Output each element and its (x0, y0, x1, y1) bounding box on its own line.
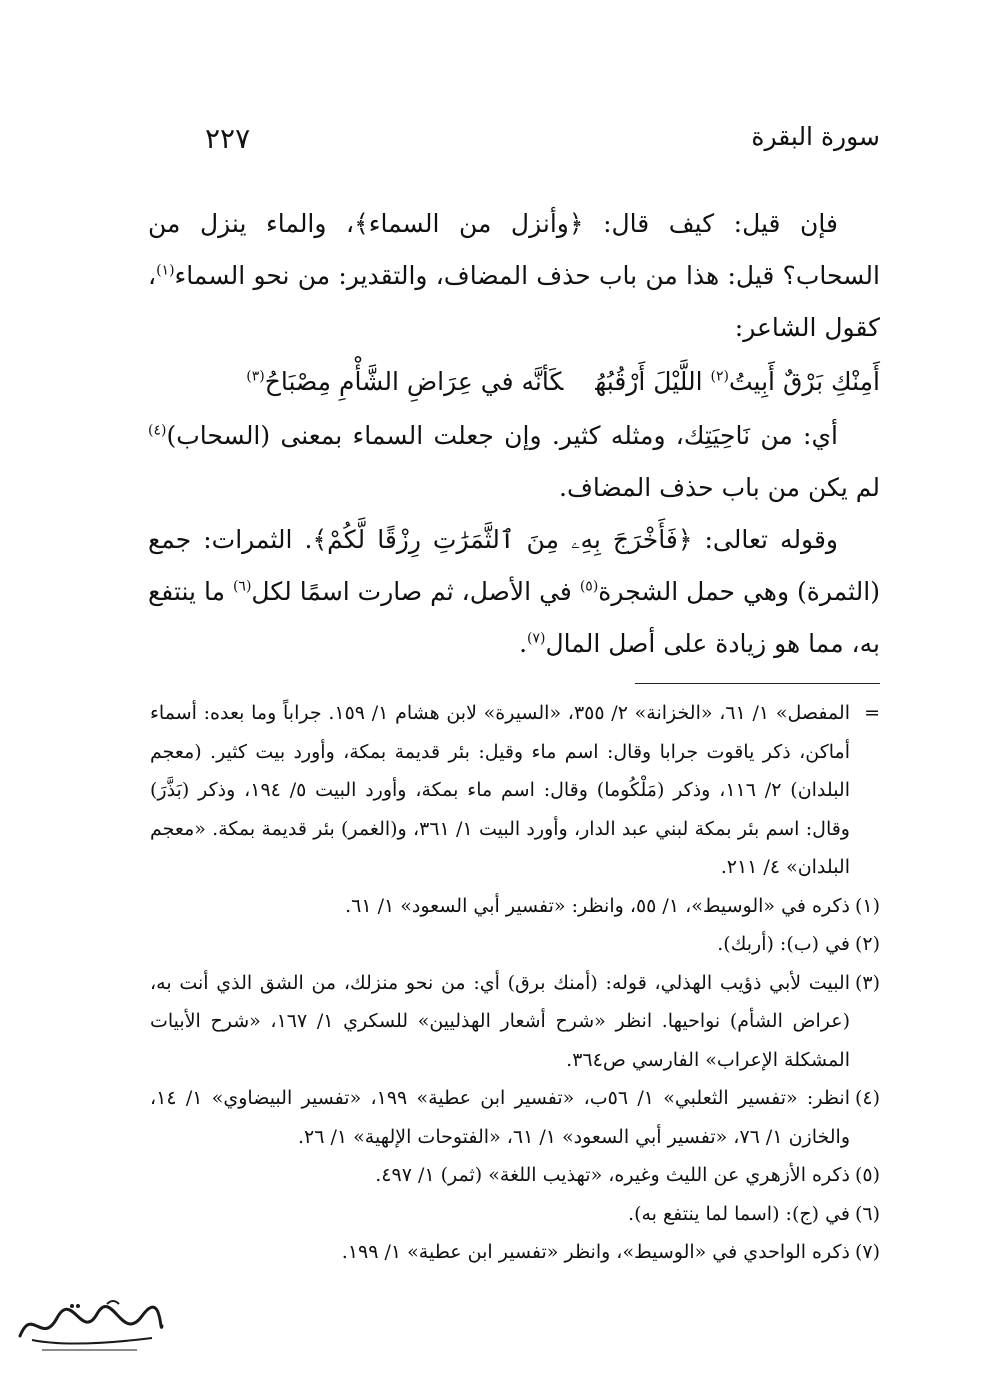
paragraph-1-tail: ، كقول الشاعر: (148, 261, 880, 342)
page-header (150, 122, 880, 162)
paragraph-3-tail: ما ينتفع به، مما هو زيادة على أصل المال (148, 577, 880, 658)
verse-first-b: اللَّيْلَ أَرْقُبُهُ (595, 367, 711, 396)
footnote-text: ذكره الأزهري عن الليث وغيره، «تهذيب اللغة» (ثمر) ١/ ٤٩٧. (375, 1164, 850, 1186)
footnote-text: ذكره الواحدي في «الوسيط»، وانظر «تفسير ابن عطية» ١/ ١٩٩. (341, 1241, 850, 1263)
footnote-divider (635, 683, 880, 684)
verse-second-text: كَأنَّه في عِرَاضِ الشَّأْمِ مِصْبَاحُ (264, 367, 564, 396)
footnote-6 (150, 1195, 880, 1234)
paragraph-3-mid: في الأصل، ثم صارت اسمًا لكل (251, 577, 580, 606)
main-text (148, 198, 880, 670)
footnote-text: في (ب): (أربك). (717, 933, 850, 955)
running-title: سورة البقرة (751, 122, 880, 151)
paragraph-3-text: وقوله تعالى: ﴿فَأَخْرَجَ بِهِۦ مِنَ ٱلثَّمَرَٰتِ رِزْقًا لَّكُمْ﴾. الثمرات: جمع (الثمرة) وهي حمل الشجرة (148, 525, 880, 606)
footnote-text: ذكره في «الوسيط»، ١/ ٥٥، وانظر: «تفسير أبي السعود» ١/ ٦١. (345, 894, 850, 917)
footnote-ref[interactable]: (٣) (246, 368, 265, 385)
footnote-2 (150, 925, 880, 964)
footnote-ref[interactable]: (٢) (710, 368, 729, 385)
footnote-5 (150, 1156, 880, 1195)
paragraph-1-text: فإن قيل: كيف قال: ﴿وأنزل من السماء﴾، والماء ينزل من السحاب؟ قيل: هذا من باب حذف المضاف، والتقدير: من نحو السماء (148, 209, 880, 290)
paragraph-1 (148, 198, 880, 354)
footnote-ref[interactable]: (١) (156, 262, 175, 279)
footnote-1 (150, 887, 880, 926)
footnote-text: البيت لأبي ذؤيب الهذلي، قوله: (أمنك برق) أي: من نحو منزلك، من الشق الذي أنت به، (عراض الشأم) نواحيها. انظر «شرح أشعار الهذليين» للسكري ١/ ١٦٧، «شرح الأبيات المشكلة الإعراب» الفارسي ص٣٦٤. (150, 971, 850, 1071)
paragraph-2-tail: لم يكن من باب حذف المضاف. (559, 473, 880, 502)
footnote-text: في (ج): (اسما لما ينتفع به). (628, 1202, 850, 1225)
footnote-4 (150, 1079, 880, 1156)
poetry-verse (148, 354, 880, 410)
watermark-logo (12, 1296, 167, 1356)
footnote-ref[interactable]: (٥) (579, 578, 599, 595)
footnote-3 (150, 964, 880, 1080)
page-number: ٢٢٧ (205, 122, 251, 155)
footnote-ref[interactable]: (٦) (232, 578, 252, 595)
footnote-ref[interactable]: (٤) (148, 422, 167, 439)
footnote-mark: (١) (854, 894, 880, 917)
footnote-7 (150, 1233, 880, 1272)
paragraph-3-end: . (519, 629, 528, 658)
footnotes (150, 694, 880, 1272)
footnote-mark: = (864, 702, 880, 724)
verse-second-hemistich (246, 367, 563, 396)
footnote-mark: (٤) (854, 1087, 880, 1109)
paragraph-2-text: أي: من نَاحِيَتِك، ومثله كثير. وإن جعلت السماء بمعنى (السحاب) (166, 421, 838, 450)
footnote-mark: (٧) (854, 1241, 880, 1263)
footnote-text: المفصل» ١/ ٦١، «الخزانة» ٢/ ٣٥٥، «السيرة» لابن هشام ١/ ١٥٩. جراباً وما بعده: أسماء أماكن، ذكر ياقوت جرابا وقال: اسم ماء وقيل: بئر قديمة بمكة، وأورد بيت كثير. (معجم البلدان) ٢/ ١١٦، وذكر (مَلْكُوما) وقال: اسم ماء بمكة، وأورد البيت ٥/ ١٩٤، وذكر (بَذَّرَ) وقال: اسم بئر بمكة لبني عبد الدار، وأورد البيت ١/ ٣٦١، و(الغمر) بئر قديمة بمكة. «معجم البلدان» ٤/ ٢١١. (150, 702, 850, 878)
footnote-mark: (٥) (854, 1164, 880, 1186)
footnote-continued (150, 694, 880, 887)
paragraph-2 (148, 410, 880, 514)
footnote-ref[interactable]: (٧) (527, 630, 546, 647)
verse-first-hemistich (595, 367, 880, 396)
footnote-mark: (٢) (854, 933, 880, 955)
verse-first-a: أَمِنْكِ بَرْقٌ أَبِيتُ (729, 367, 880, 396)
footnote-text: انظر: «تفسير الثعلبي» ١/ ٥٦ب، «تفسير ابن عطية» ١٩٩، «تفسير البيضاوي» ١/ ١٤، والخازن ١/ ٧٦، «تفسير أبي السعود» ١/ ٦١، «الفتوحات الإلهية» ١/ ٢٦. (150, 1087, 850, 1148)
paragraph-3 (148, 514, 880, 670)
footnote-mark: (٦) (854, 1202, 880, 1225)
calligraphy-logo-icon (12, 1296, 167, 1356)
footnote-mark: (٣) (854, 971, 880, 994)
